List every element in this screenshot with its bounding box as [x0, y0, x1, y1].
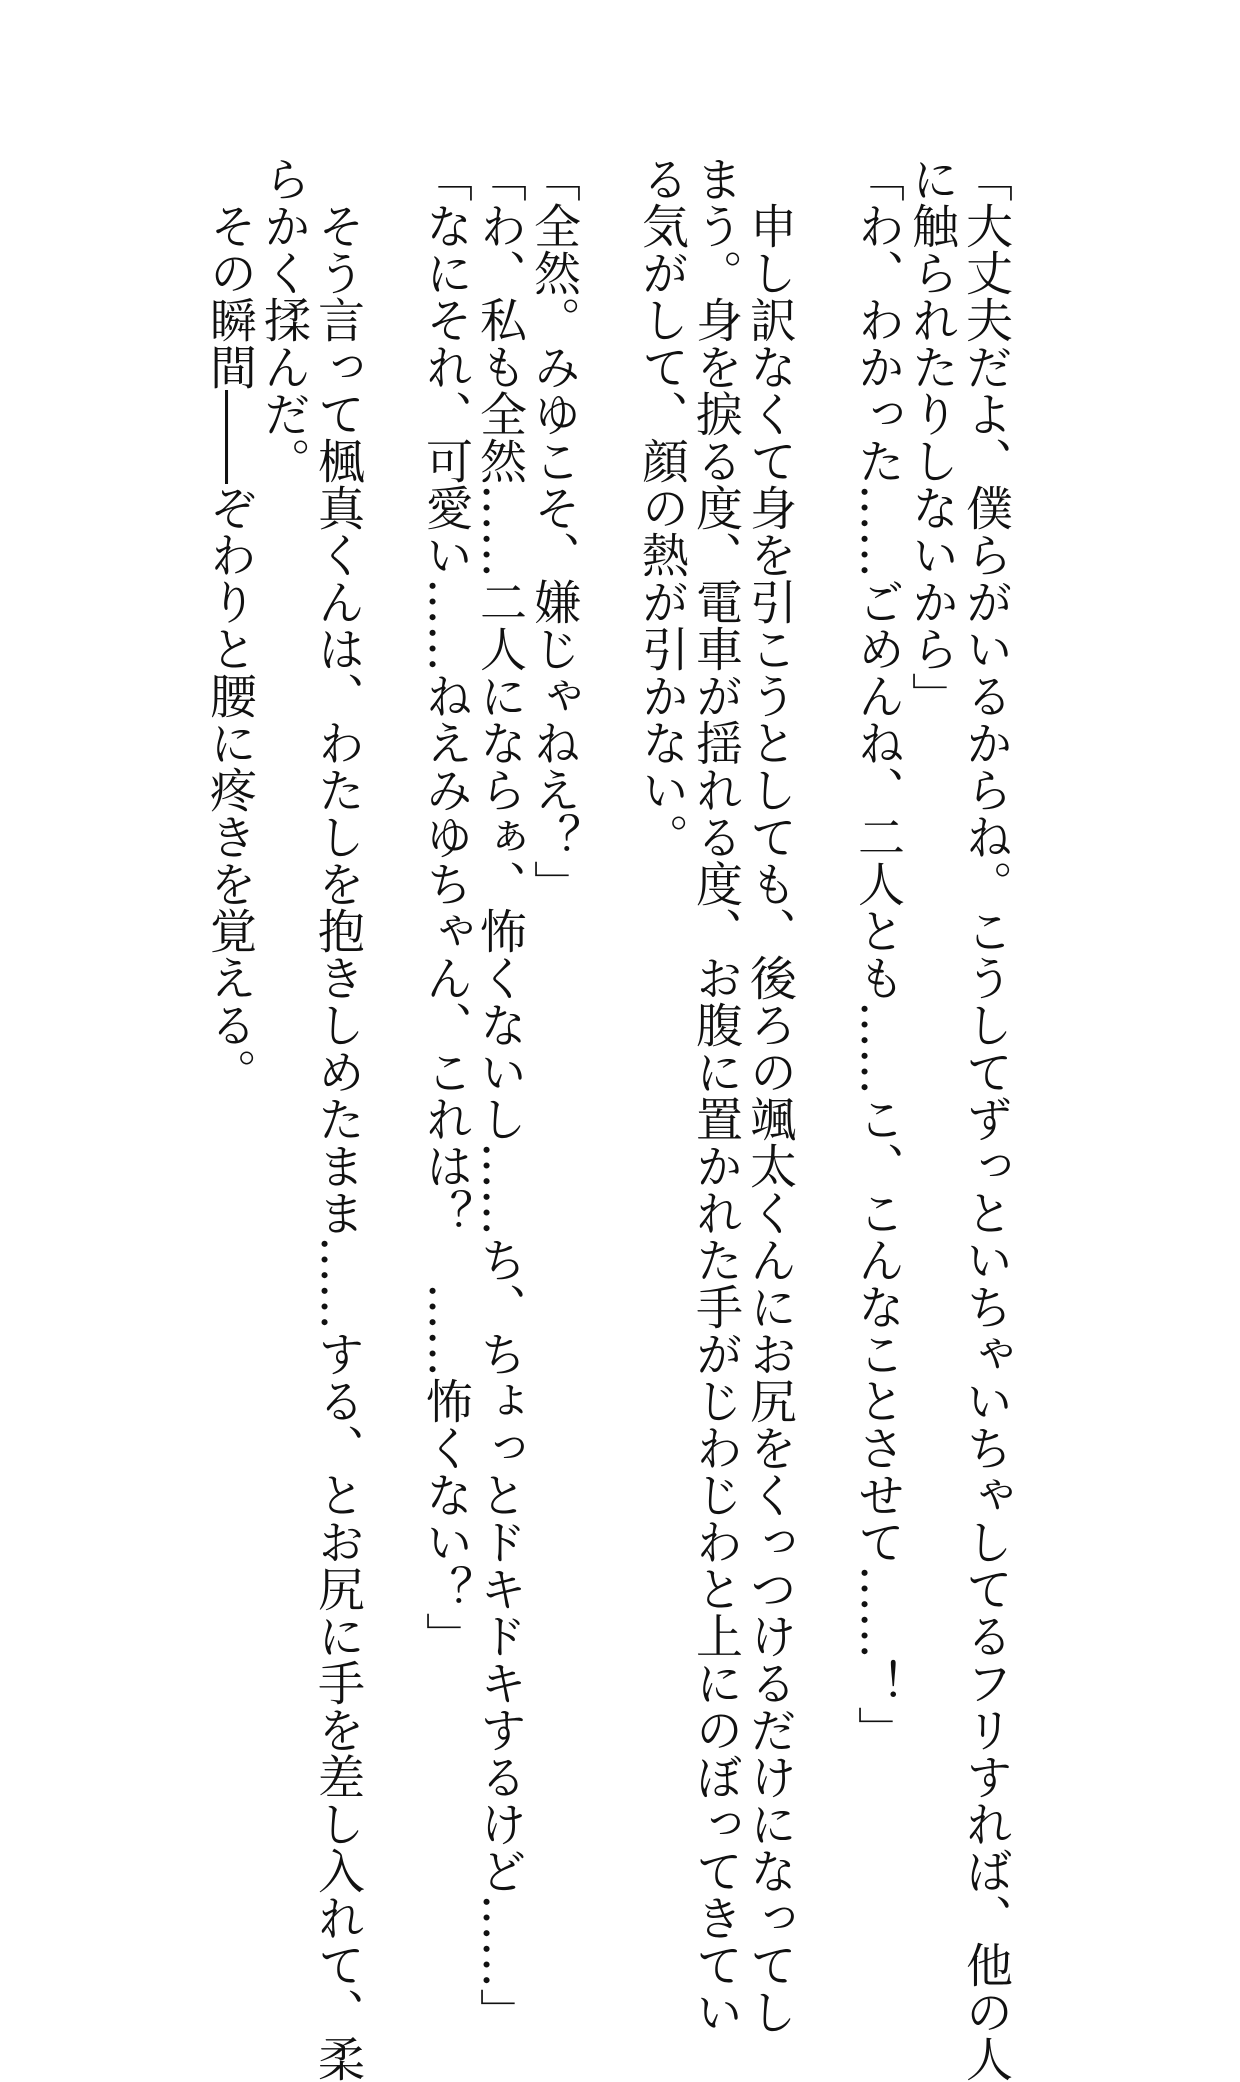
text-line: 申し訳なくて身を引こうとしても、後ろの颯太くんにお尻をくっつけるだけになってし [742, 155, 797, 2035]
text-line: る気がして、顔の熱が引かない。 [634, 155, 689, 860]
text-line: に触られたりしないから」 [904, 155, 959, 719]
text-line: 「なにそれ、可愛い……ねえみゆちゃん、これは？ ……怖くない？」 [418, 155, 473, 1659]
text-line: そう言って楓真くんは、わたしを抱きしめたまま……する、とお尻に手を差し入れて、柔 [310, 155, 365, 2082]
vertical-text-block [202, 155, 1013, 2082]
text-line: 「全然。みゆこそ、嫌じゃねえ？」 [526, 155, 581, 907]
text-line: 「大丈夫だよ、僕らがいるからね。こうしてずっといちゃいちゃしてるフリすれば、他の人 [958, 155, 1013, 2082]
text-line: まう。身を捩る度、電車が揺れる度、お腹に置かれた手がじわじわと上にのぼってきてい [688, 155, 743, 2035]
text-line: らかく揉んだ。 [256, 155, 311, 484]
blank-line [580, 155, 634, 1575]
text-line: 「わ、私も全然……二人にならぁ、怖くないし……ち、ちょっとドキドキするけど……」 [472, 155, 527, 2035]
blank-line [364, 155, 418, 1575]
blank-line [796, 155, 850, 1575]
text-line: 「わ、わかった……ごめんね、二人とも……こ、こんなことさせて……！」 [850, 155, 905, 1753]
text-line: その瞬間――ぞわりと腰に疼きを覚える。 [202, 155, 257, 1095]
